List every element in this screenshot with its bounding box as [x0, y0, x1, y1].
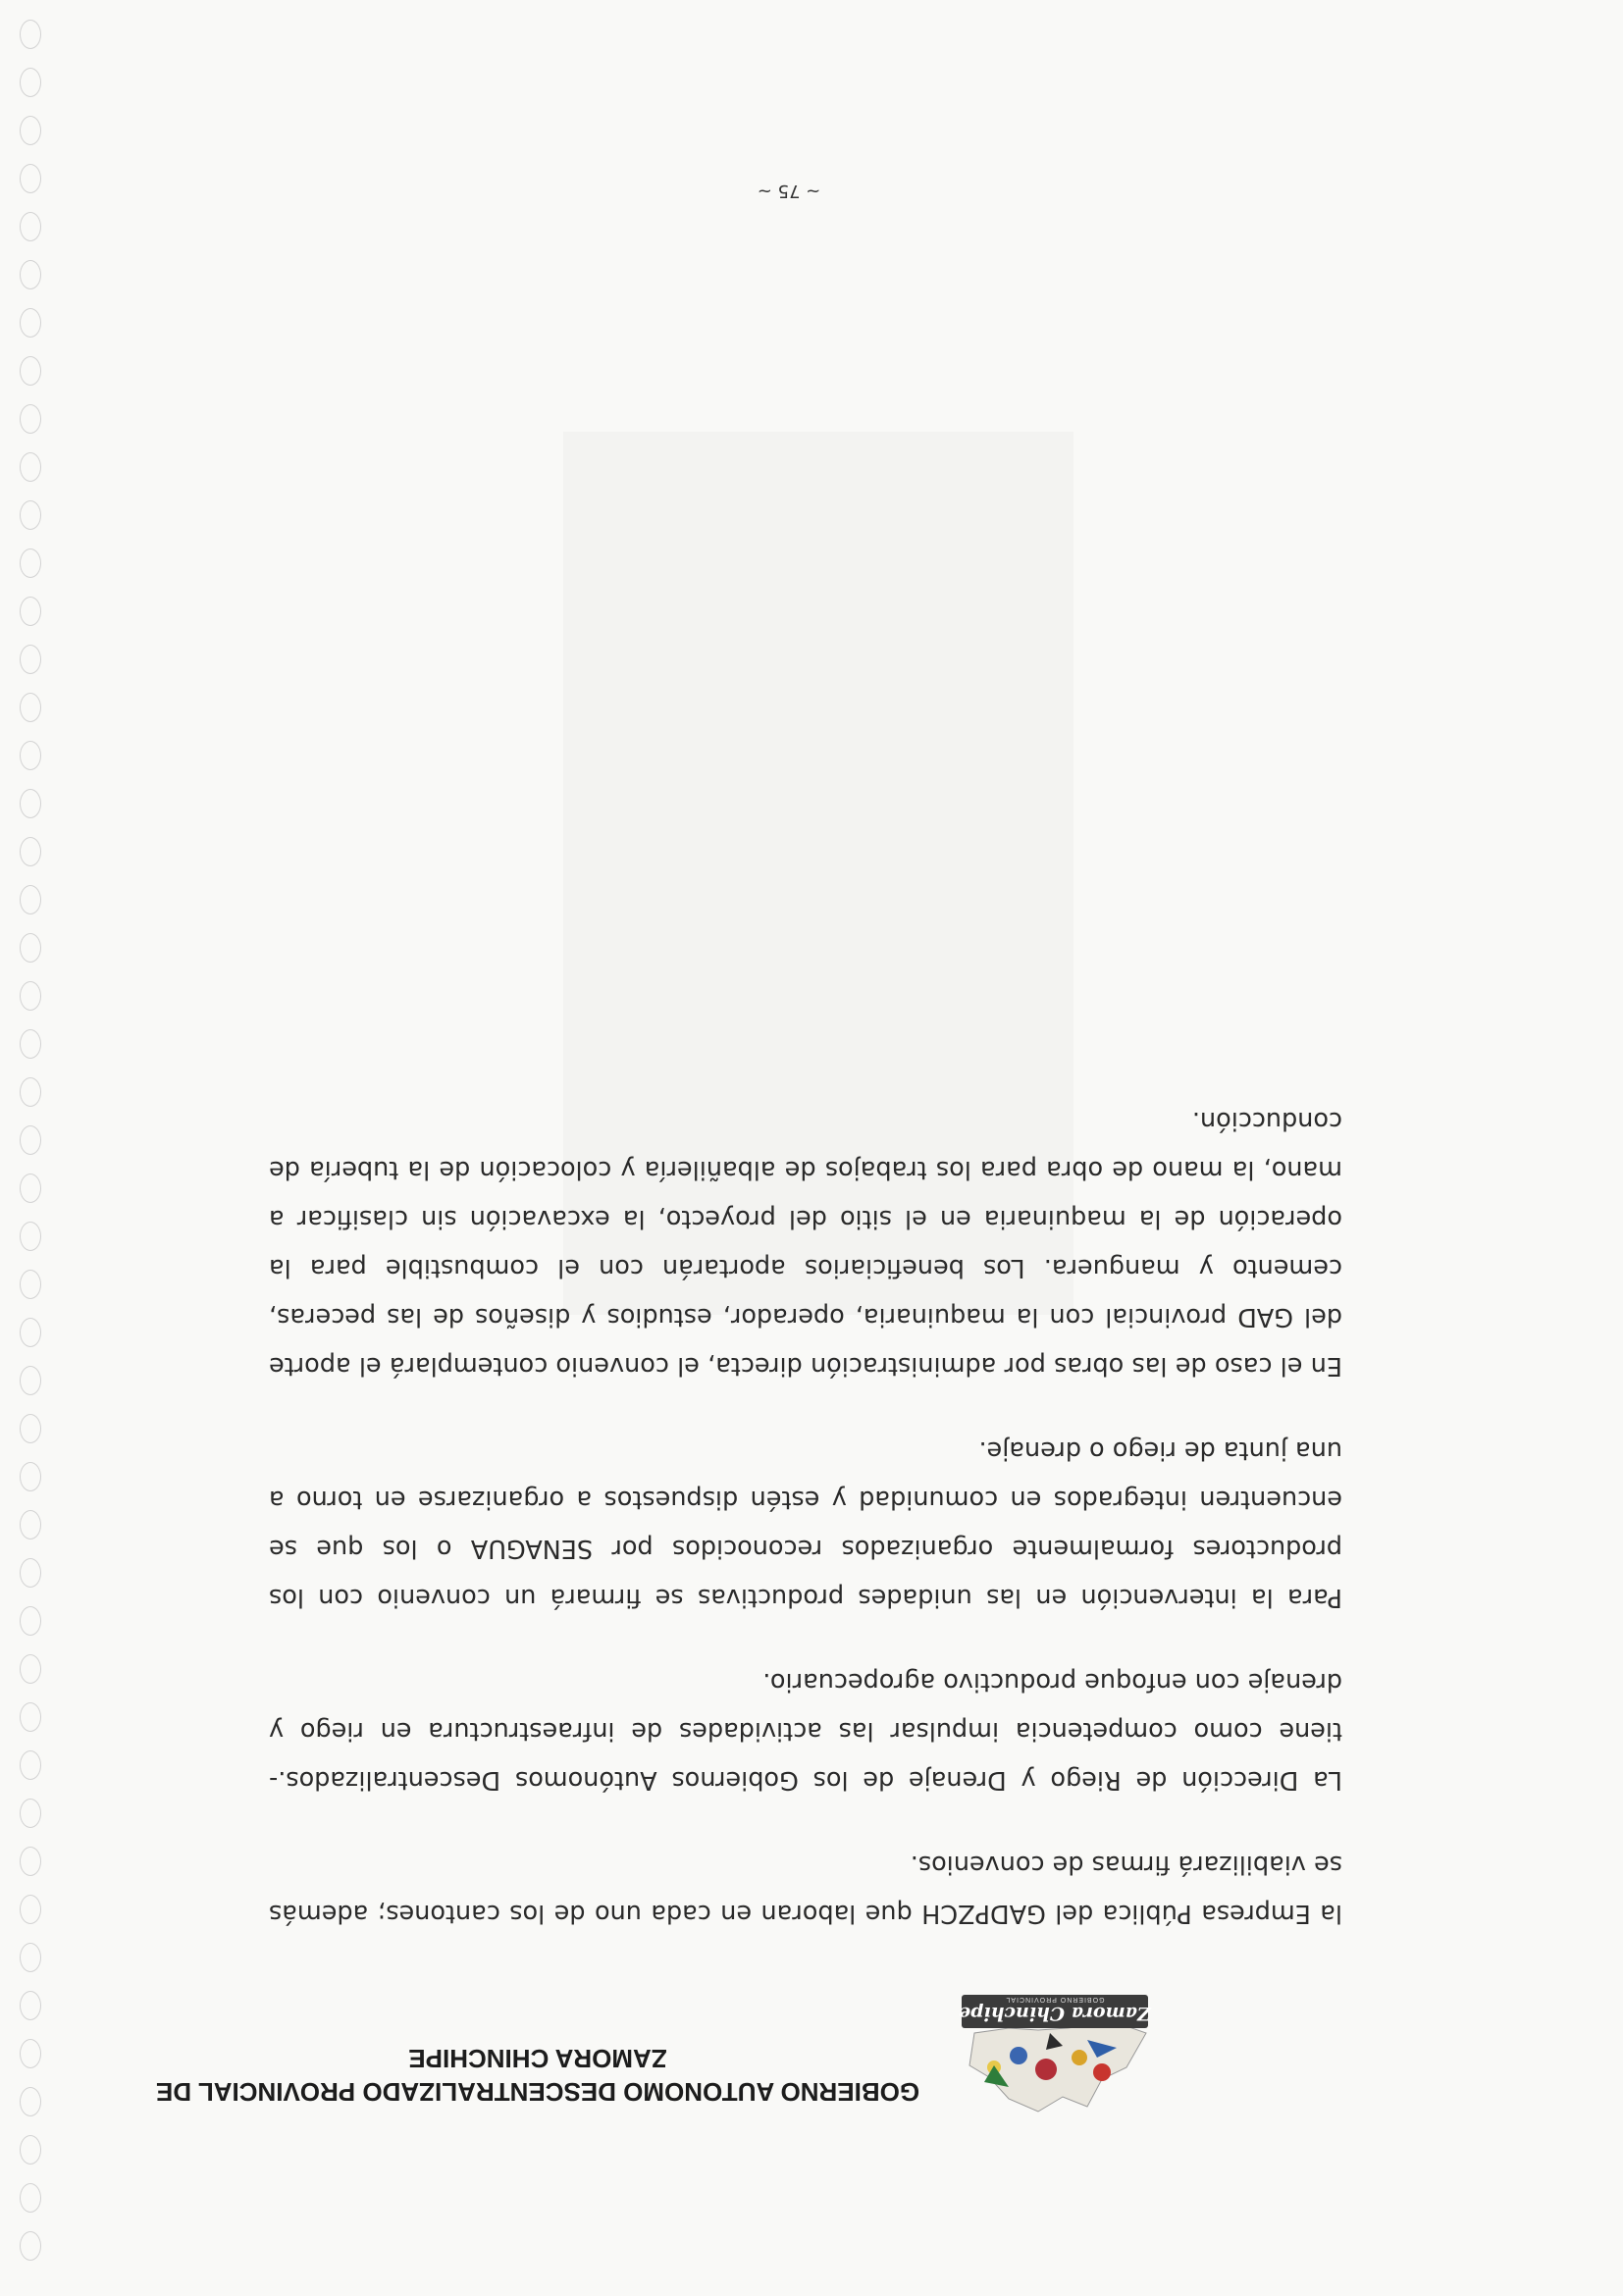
paragraph: La Dirección de Riego y Drenaje de los Gobiernos Autónomos Descentralizados.- tiene como competencia impulsar las actividades de infraestructura en riego y drenaje con enfoque productivo agropecuario.: [269, 1667, 1342, 1795]
paragraph: la Empresa Pública del GADPZCH que laboran en cada uno de los cantones; además se viabilizará firmas de convenios.: [269, 1850, 1342, 1928]
logo-tagline: GOBIERNO PROVINCIAL: [1005, 1996, 1105, 2003]
logo-brand: Zamora Chinchipe: [959, 2003, 1151, 2024]
logo-graphic: [955, 1989, 1156, 2126]
header-title: [116, 2042, 960, 2109]
document-header: [155, 1989, 1156, 2126]
page-number: ~ 75 ~: [757, 181, 821, 201]
body-text: [269, 1061, 1342, 1938]
header-title-line2: ZAMORA CHINCHIPE: [408, 2044, 667, 2073]
header-title-line1: GOBIERNO AUTONOMO DESCENTRALIZADO PROVINCIAL DE: [155, 2077, 920, 2107]
logo: [955, 1989, 1156, 2126]
paragraph: Para la intervención en las unidades productivas se firmará un convenio con los productores formalmente organizados reconocidos por SENAGUA o los que se encuentren integrados en comunidad y estén dispuestos a organizarse en torno a una junta de riego o drenaje.: [269, 1435, 1342, 1612]
paragraph: En el caso de las obras por administración directa, el convenio contemplará el aporte del GAD provincial con la maquinaria, operador, estudios y diseños de las peceras, cemento y manguera. Los beneficiarios aportarán con el combustible para la operación de la maquinaria en el sitio del proyecto, la excavación sin clasificar a mano, la mano de obra para los trabajos de albañilería y colocación de la tubería de conducción.: [269, 1106, 1342, 1381]
